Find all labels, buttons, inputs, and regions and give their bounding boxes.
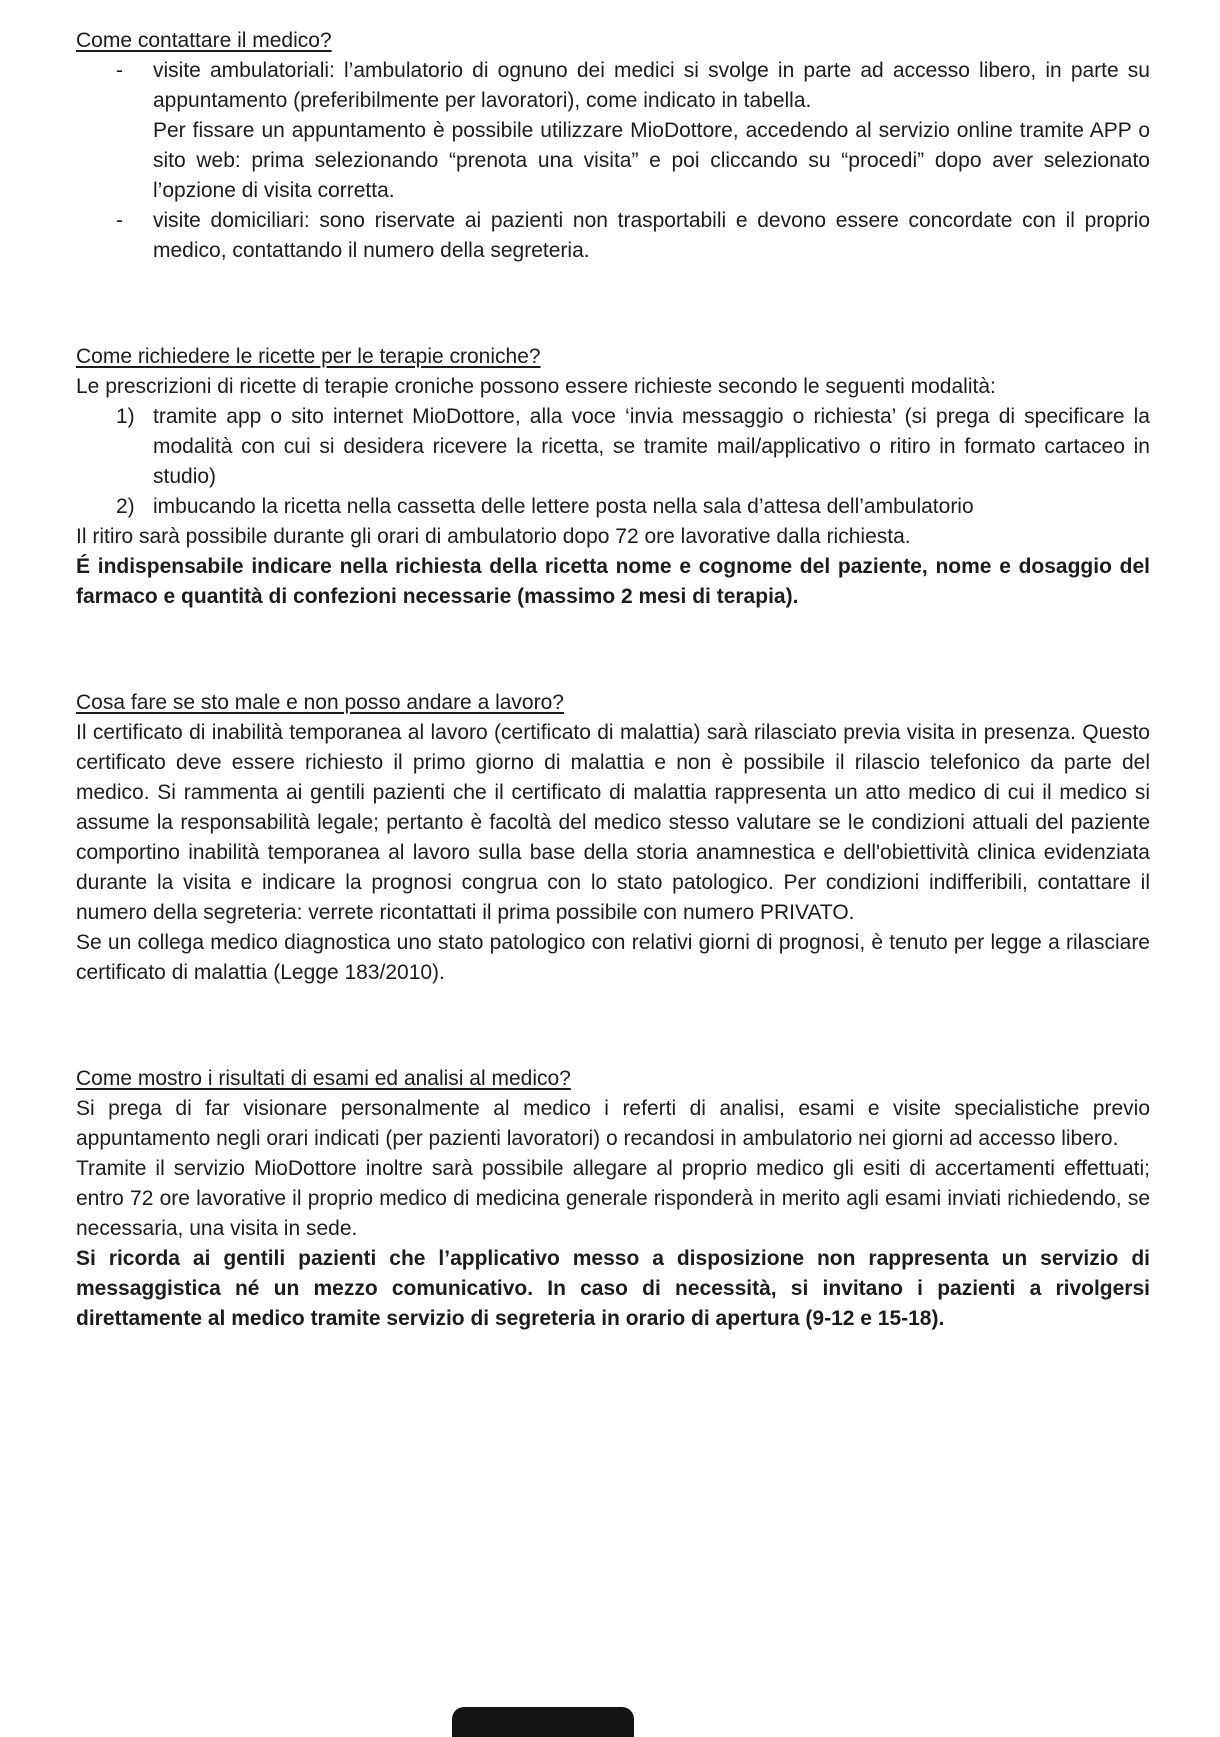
section-ricette-terapie-croniche bbox=[76, 342, 1150, 612]
list-item bbox=[76, 56, 1150, 116]
number-marker: 1) bbox=[116, 405, 135, 428]
section-heading: Cosa fare se sto male e non posso andare a lavoro? bbox=[76, 691, 564, 714]
document-page bbox=[76, 26, 1150, 1334]
list-item-text: visite domiciliari: sono riservate ai pazienti non trasportabili e devono essere concordate con il proprio medico, contattando il numero della segreteria. bbox=[153, 209, 1150, 262]
section-heading: Come contattare il medico? bbox=[76, 29, 332, 52]
list-item-text: visite ambulatoriali: l’ambulatorio di ognuno dei medici si svolge in parte ad accesso libero, in parte su appuntamento (preferibilmente per lavoratori), come indicato in tabella. bbox=[153, 59, 1150, 112]
list-item bbox=[76, 206, 1150, 266]
section-heading: Come mostro i risultati di esami ed analisi al medico? bbox=[76, 1067, 571, 1090]
dash-marker: - bbox=[116, 59, 123, 82]
paragraph: Tramite il servizio MioDottore inoltre sarà possibile allegare al proprio medico gli esiti di accertamenti effettuati; entro 72 ore lavorative il proprio medico di medicina generale risponderà in merito agli esami inviati richiedendo, se necessaria, una visita in sede. bbox=[76, 1157, 1150, 1240]
paragraph: Il certificato di inabilità temporanea al lavoro (certificato di malattia) sarà rilasciato previa visita in presenza. Questo certificato deve essere richiesto il primo giorno di malattia e non è possibile il rilascio telefonico da parte del medico. Si rammenta ai gentili pazienti che il certificato di malattia rappresenta un atto medico di cui il medico si assume la responsabilità legale; pertanto è facoltà del medico stesso valutare se le condizioni attuali del paziente comportino inabilità temporanea al lavoro sulla base della storia anamnestica e dell'obiettività clinica evidenziata durante la visita e indicare la prognosi congrua con lo stato patologico. Per condizioni indifferibili, contattare il numero della segreteria: verrete ricontattati il prima possibile con numero PRIVATO. bbox=[76, 721, 1150, 924]
paragraph: Per fissare un appuntamento è possibile utilizzare MioDottore, accedendo al servizio online tramite APP o sito web: prima selezionando “prenota una visita” e poi cliccando su “procedi” dopo aver selezionato l’opzione di visita corretta. bbox=[153, 119, 1150, 202]
cropped-dark-object bbox=[452, 1707, 634, 1737]
paragraph: Le prescrizioni di ricette di terapie croniche possono essere richieste secondo le seguenti modalità: bbox=[76, 375, 996, 398]
bold-paragraph: Si ricorda ai gentili pazienti che l’applicativo messo a disposizione non rappresenta un servizio di messaggistica né un mezzo comunicativo. In caso di necessità, si invitano i pazienti a rivolgersi direttamente al medico tramite servizio di segreteria in orario di apertura (9-12 e 15-18). bbox=[76, 1247, 1150, 1330]
paragraph: Si prega di far visionare personalmente al medico i referti di analisi, esami e visite specialistiche previo appuntamento negli orari indicati (per pazienti lavoratori) o recandosi in ambulatorio nei giorni ad accesso libero. bbox=[76, 1097, 1150, 1150]
number-marker: 2) bbox=[116, 495, 135, 518]
paragraph: Il ritiro sarà possibile durante gli orari di ambulatorio dopo 72 ore lavorative dalla richiesta. bbox=[76, 525, 911, 548]
bold-paragraph: É indispensabile indicare nella richiesta della ricetta nome e cognome del paziente, nome e dosaggio del farmaco e quantità di confezioni necessarie (massimo 2 mesi di terapia). bbox=[76, 555, 1150, 608]
section-heading: Come richiedere le ricette per le terapie croniche? bbox=[76, 345, 541, 368]
list-item-text: imbucando la ricetta nella cassetta delle lettere posta nella sala d’attesa dell’ambulatorio bbox=[153, 495, 974, 518]
section-come-contattare-il-medico bbox=[76, 26, 1150, 266]
paragraph: Se un collega medico diagnostica uno stato patologico con relativi giorni di prognosi, è tenuto per legge a rilasciare certificato di malattia (Legge 183/2010). bbox=[76, 931, 1150, 984]
list-item bbox=[76, 402, 1150, 492]
section-certificato-malattia bbox=[76, 688, 1150, 988]
list-item-text: tramite app o sito internet MioDottore, alla voce ‘invia messaggio o richiesta’ (si prega di specificare la modalità con cui si desidera ricevere la ricetta, se tramite mail/applicativo o ritiro in formato cartaceo in studio) bbox=[153, 405, 1150, 488]
dash-marker: - bbox=[116, 209, 123, 232]
list-item bbox=[76, 492, 1150, 522]
section-risultati-esami bbox=[76, 1064, 1150, 1334]
